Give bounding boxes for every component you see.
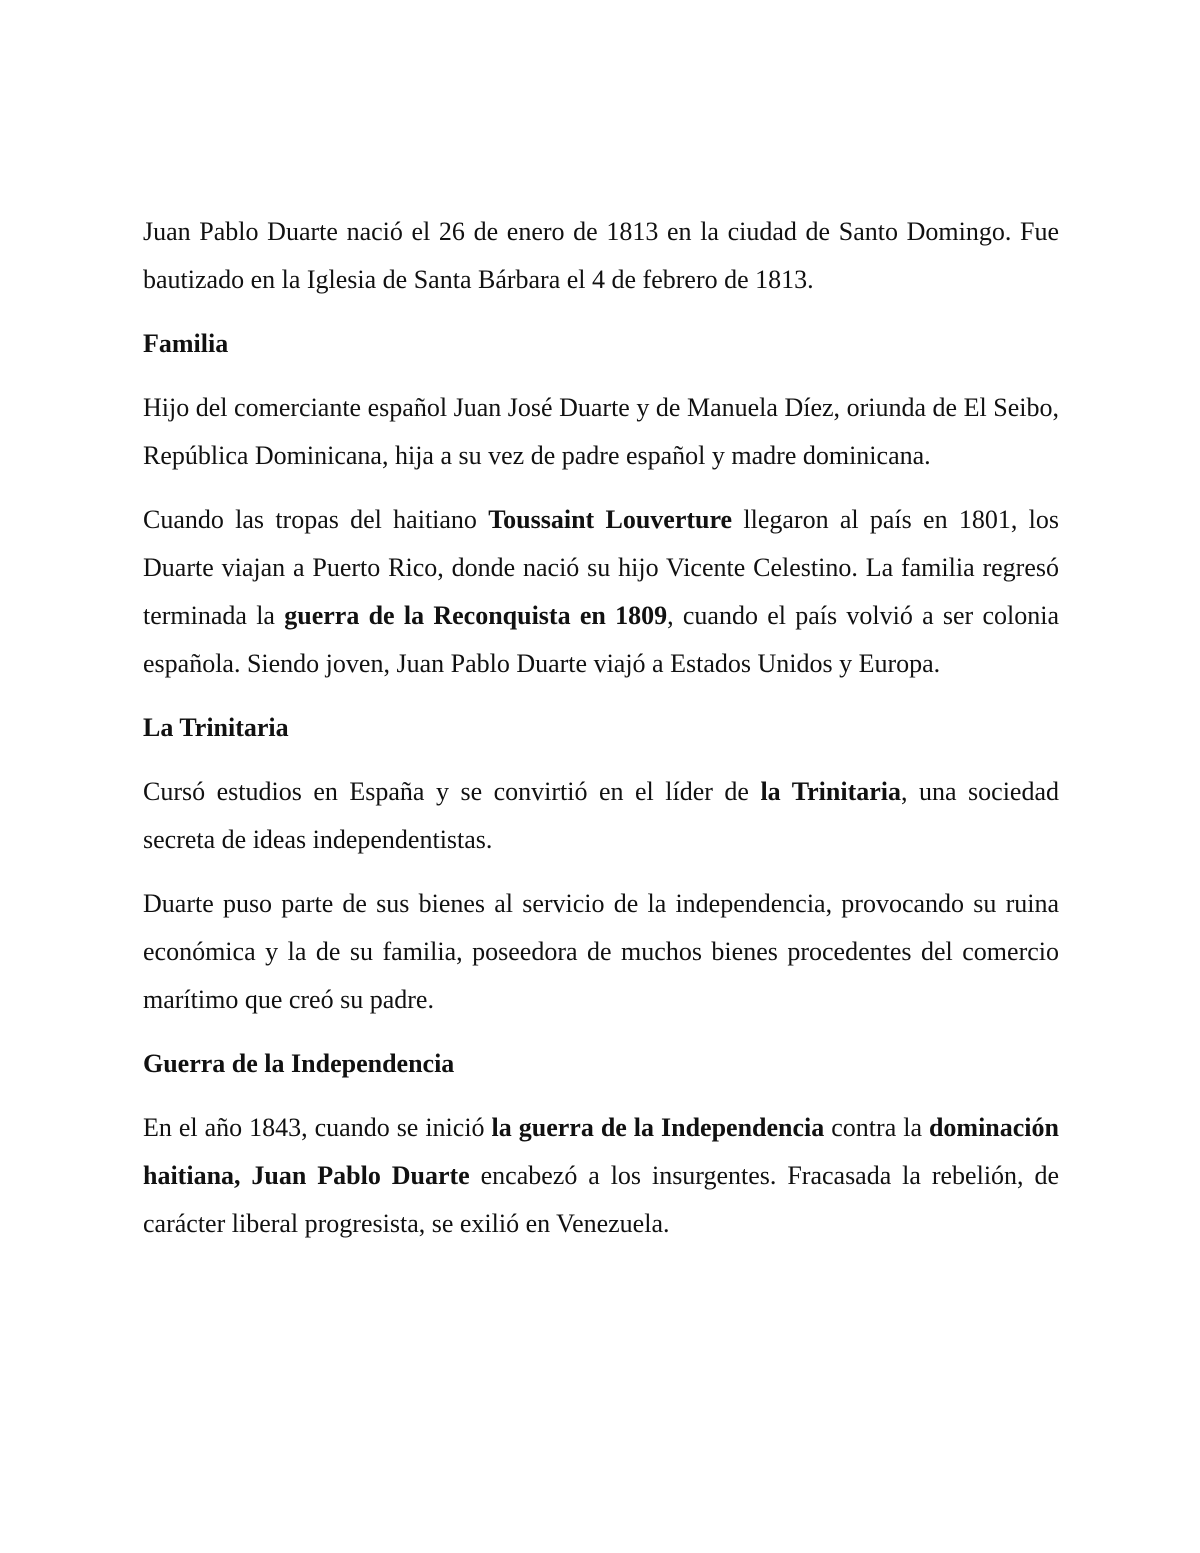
intro-paragraph	[143, 208, 1059, 304]
familia-p2-text-2: llegaron al país en 1801, los Duarte viajan a Puerto Rico, donde nació su hijo Vicente Celestino. La familia regresó terminada la	[143, 505, 1059, 630]
familia-p2-text-1: Cuando las tropas del haitiano	[143, 505, 489, 534]
trinitaria-p1-text-1: Cursó estudios en España y se convirtió en el líder de	[143, 777, 761, 806]
familia-p1-text: Hijo del comerciante español Juan José Duarte y de Manuela Díez, oriunda de El Seibo, República Dominicana, hija a su vez de padre español y madre dominicana.	[143, 393, 1059, 470]
independencia-paragraph-1	[143, 1104, 1059, 1248]
independencia-p1-text-2: contra la	[824, 1113, 929, 1142]
document-body	[143, 208, 1059, 1264]
familia-p2-text-3: , cuando el país volvió a ser colonia española. Siendo joven, Juan Pablo Duarte viajó a Estados Unidos y Europa.	[143, 601, 1060, 678]
section-heading-familia: Familia	[143, 329, 229, 358]
trinitaria-p1-text-2: , una sociedad secreta de ideas independentistas.	[143, 777, 1059, 854]
section-heading-independencia: Guerra de la Independencia	[143, 1049, 455, 1078]
independencia-p1-bold-dominacion: dominación haitiana, Juan Pablo Duarte	[143, 1113, 1059, 1190]
intro-text: Juan Pablo Duarte nació el 26 de enero de 1813 en la ciudad de Santo Domingo. Fue bautizado en la Iglesia de Santa Bárbara el 4 de febrero de 1813.	[143, 217, 1059, 294]
section-heading-trinitaria: La Trinitaria	[143, 713, 289, 742]
familia-paragraph-1	[143, 384, 1059, 480]
trinitaria-paragraph-1	[143, 768, 1059, 864]
familia-paragraph-2	[143, 496, 1059, 688]
independencia-p1-text-1: En el año 1843, cuando se inició	[143, 1113, 492, 1142]
independencia-p1-text-3: encabezó a los insurgentes. Fracasada la rebelión, de carácter liberal progresista, se exilió en Venezuela.	[143, 1161, 1059, 1238]
trinitaria-p2-text: Duarte puso parte de sus bienes al servicio de la independencia, provocando su ruina económica y la de su familia, poseedora de muchos bienes procedentes del comercio marítimo que creó su padre.	[143, 889, 1059, 1014]
familia-p2-bold-toussaint: Toussaint Louverture	[488, 505, 733, 534]
trinitaria-paragraph-2	[143, 880, 1059, 1024]
familia-p2-bold-reconquista: guerra de la Reconquista en 1809	[284, 601, 668, 630]
independencia-p1-bold-guerra: la guerra de la Independencia	[491, 1113, 825, 1142]
trinitaria-p1-bold: la Trinitaria	[760, 777, 901, 806]
